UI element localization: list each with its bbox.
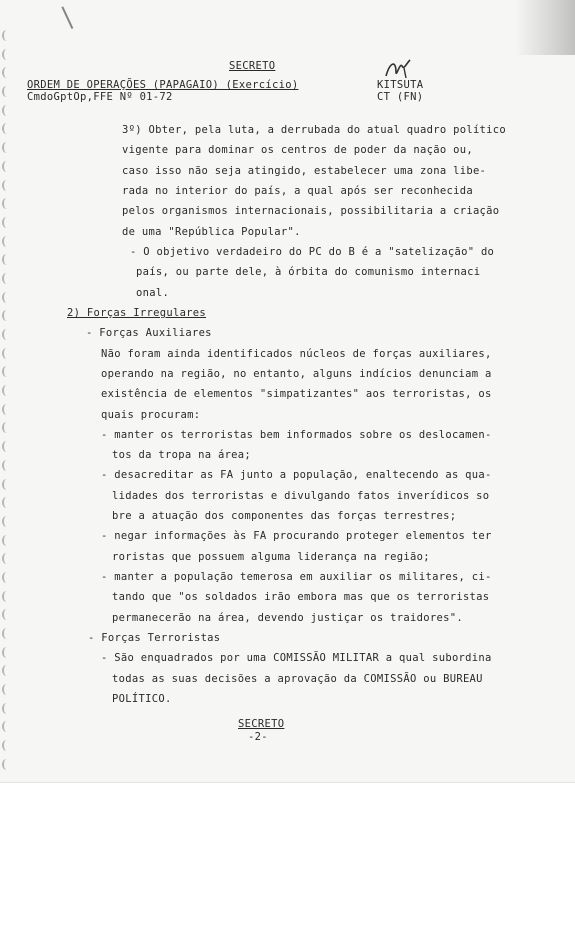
- binder-hole: [2, 385, 11, 396]
- aux-item-line: tando que "os soldados irão embora mas que os terroristas: [112, 591, 490, 604]
- aux-item-line: - desacreditar as FA junto a população, enaltecendo as qua-: [101, 469, 492, 482]
- binder-hole: [2, 591, 11, 602]
- binder-hole: [2, 217, 11, 228]
- terror-line: - São enquadrados por uma COMISSÃO MILITAR a qual subordina: [101, 652, 492, 665]
- aux-item-line: - manter os terroristas bem informados sobre os deslocamen-: [101, 428, 492, 441]
- binder-hole: [2, 460, 11, 471]
- binder-hole: [2, 572, 11, 583]
- binder-hole: [2, 49, 11, 60]
- item3-note-line: país, ou parte dele, à órbita do comunismo internaci: [136, 266, 481, 279]
- binder-hole: [2, 30, 11, 41]
- page-number: -2-: [248, 731, 268, 743]
- binder-hole: [2, 628, 11, 639]
- binder-hole: [2, 609, 11, 620]
- binder-hole: [2, 310, 11, 321]
- binder-hole: [2, 535, 11, 546]
- binder-hole: [2, 161, 11, 172]
- binder-hole: [2, 479, 11, 490]
- terror-line: todas as suas decisões a aprovação da COMISSÃO ou BUREAU: [112, 672, 483, 685]
- staple-mark: [61, 3, 80, 29]
- aux-item-line: - negar informações às FA procurando proteger elementos ter: [101, 530, 492, 543]
- binder-hole: [2, 105, 11, 116]
- item3-line: de uma "República Popular".: [122, 225, 301, 238]
- aux-item-line: - manter a população temerosa em auxiliar os militares, ci-: [101, 571, 492, 584]
- terror-title: - Forças Terroristas: [88, 632, 221, 645]
- item3-line: pelos organismos internacionais, possibilitaria a criação: [122, 205, 500, 218]
- binder-hole: [2, 348, 11, 359]
- command-line: CmdoGptOp,FFE Nº 01-72: [27, 91, 173, 103]
- terror-line: POLÍTICO.: [112, 693, 172, 705]
- binder-hole: [2, 123, 11, 134]
- binder-hole: [2, 366, 11, 377]
- signatory-rank: CT (FN): [377, 91, 424, 103]
- classification-top: SECRETO: [229, 60, 276, 72]
- classification-bottom: SECRETO: [238, 718, 285, 730]
- binder-hole: [2, 86, 11, 97]
- binder-hole: [2, 329, 11, 340]
- item3-line: 3º) Obter, pela luta, a derrubada do atual quadro político: [122, 124, 507, 136]
- binder-hole: [2, 516, 11, 527]
- aux-paragraph-line: operando na região, no entanto, alguns indícios denunciam a: [101, 367, 492, 380]
- binder-hole: [2, 404, 11, 415]
- binder-hole: [2, 142, 11, 153]
- binder-hole: [2, 647, 11, 658]
- aux-title: - Forças Auxiliares: [86, 327, 212, 340]
- binder-hole: [2, 684, 11, 695]
- binder-hole: [2, 198, 11, 209]
- signatory-name: KITSUTA: [377, 79, 424, 91]
- order-title: [27, 79, 298, 91]
- item3-line: caso isso não seja atingido, estabelecer uma zona libe-: [122, 164, 487, 177]
- binder-hole: [2, 292, 11, 303]
- binder-hole: [2, 273, 11, 284]
- aux-item-line: lidades dos terroristas e divulgando fatos inverídicos so: [112, 489, 490, 502]
- scan-shadow: [515, 0, 575, 55]
- binder-hole: [2, 497, 11, 508]
- binder-hole: [2, 441, 11, 452]
- binder-hole: [2, 665, 11, 676]
- aux-paragraph-line: quais procuram:: [101, 408, 201, 421]
- item3-line: rada no interior do país, a qual após ser reconhecida: [122, 184, 473, 197]
- item3-note-line: onal.: [136, 286, 170, 299]
- binder-hole: [2, 759, 11, 770]
- aux-item-line: tos da tropa na área;: [112, 449, 252, 462]
- aux-item-line: roristas que possuem alguma liderança na região;: [112, 550, 430, 563]
- binder-hole: [2, 740, 11, 751]
- handwritten-signature: [384, 58, 414, 80]
- binder-hole: [2, 422, 11, 433]
- aux-paragraph-line: existência de elementos "simpatizantes" aos terroristas, os: [101, 388, 492, 401]
- item3-note-line: - O objetivo verdadeiro do PC do B é a "satelização" do: [130, 245, 495, 258]
- binder-holes: [2, 30, 16, 770]
- binder-hole: [2, 180, 11, 191]
- binder-hole: [2, 553, 11, 564]
- binder-hole: [2, 254, 11, 265]
- section2-title: 2) Forças Irregulares: [67, 306, 207, 319]
- aux-item-line: bre a atuação dos componentes das forças terrestres;: [112, 510, 457, 523]
- item3-line: vigente para dominar os centros de poder da nação ou,: [122, 144, 473, 157]
- binder-hole: [2, 67, 11, 78]
- order-title-text: ORDEM DE OPERAÇÕES (PAPAGAIO) (Exercício): [27, 79, 299, 91]
- aux-item-line: permanecerão na área, devendo justiçar os traidores".: [112, 611, 463, 624]
- binder-hole: [2, 721, 11, 732]
- aux-paragraph-line: Não foram ainda identificados núcleos de forças auxiliares,: [101, 347, 492, 360]
- binder-hole: [2, 236, 11, 247]
- binder-hole: [2, 703, 11, 714]
